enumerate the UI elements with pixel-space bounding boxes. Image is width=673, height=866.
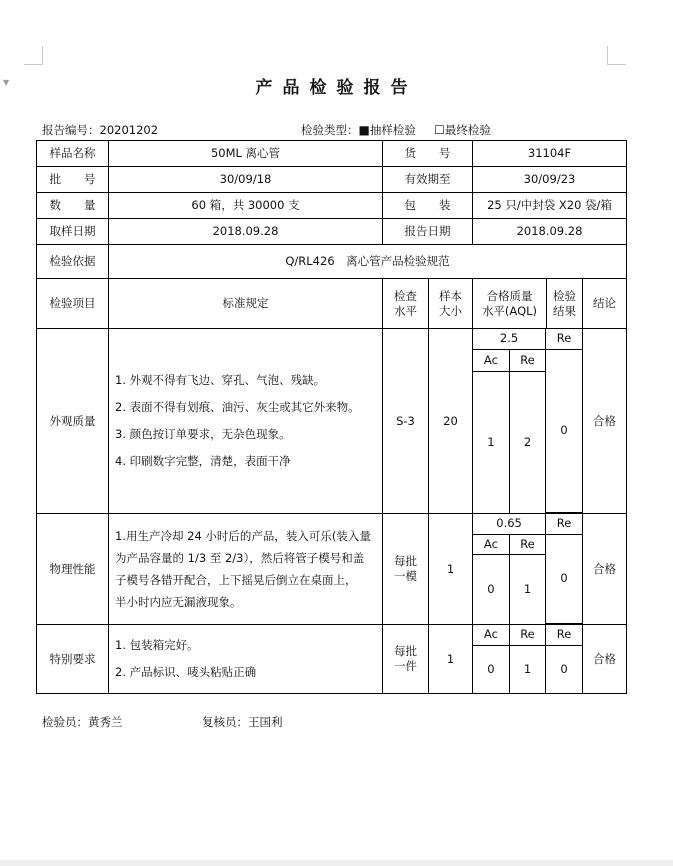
aql-block — [473, 514, 583, 625]
header-sample-size — [429, 279, 473, 329]
spec-line: 1. 外观不得有飞边、穿孔、气泡、残缺。 — [115, 373, 326, 387]
quantity-label: 数 量 — [37, 193, 109, 219]
re-value: 1 — [509, 645, 545, 693]
item-no-label: 货 号 — [383, 141, 473, 167]
spec-line: 子模号各错开配合，上下摇晃后倒立在桌面上， — [115, 573, 357, 587]
row-conclusion: 合格 — [583, 625, 627, 694]
report-number: 报告编号：20201202 — [42, 123, 159, 137]
spec-line: 2. 产品标识、唛头粘贴正确 — [115, 665, 257, 679]
ac-value: 0 — [473, 645, 509, 693]
sample-name-value: 50ML 离心管 — [109, 141, 383, 167]
report-date-label: 报告日期 — [383, 219, 473, 245]
page-gap — [0, 860, 673, 866]
re-head: Re — [546, 514, 582, 534]
inspection-type-option-final: 最终检验 — [444, 123, 491, 137]
header-row — [37, 279, 627, 329]
report-date-value: 2018.09.28 — [473, 219, 627, 245]
aql-value: 2.5 — [473, 329, 546, 349]
table-row — [37, 514, 627, 625]
row-conclusion: 合格 — [583, 514, 627, 625]
info-row — [37, 141, 627, 167]
row-spec — [109, 625, 383, 694]
header-level — [383, 279, 429, 329]
batch-label: 批 号 — [37, 167, 109, 193]
aql-block — [473, 625, 583, 694]
info-row — [37, 167, 627, 193]
header-aql — [473, 279, 547, 329]
packing-value: 25 只/中封袋 X20 袋/箱 — [473, 193, 627, 219]
expiry-label: 有效期至 — [383, 167, 473, 193]
inspection-table — [36, 140, 627, 694]
header-size-line1: 样本 — [439, 288, 462, 303]
re-value: 1 — [509, 554, 545, 624]
basis-label: 检验依据 — [37, 245, 109, 279]
basis-row — [37, 245, 627, 279]
aql-block — [473, 329, 583, 514]
header-standard: 标准规定 — [109, 279, 383, 329]
sample-name-label: 样品名称 — [37, 141, 109, 167]
re-head: Re — [546, 625, 582, 645]
row-item: 特别要求 — [37, 625, 109, 694]
ac-label: Ac — [473, 625, 509, 645]
quantity-value: 60 箱，共 30000 支 — [109, 193, 383, 219]
aql-subtable — [473, 625, 582, 693]
row-result: 0 — [546, 534, 582, 624]
header-size-line2: 大小 — [439, 303, 462, 318]
table-row — [37, 625, 627, 694]
row-conclusion: 合格 — [583, 329, 627, 514]
reviewer-signature: 复核员：王国利 — [202, 715, 283, 729]
info-row — [37, 193, 627, 219]
sampling-date-label: 取样日期 — [37, 219, 109, 245]
spec-line: 2. 表面不得有划痕、油污、灰尘或其它外来物。 — [115, 400, 360, 414]
info-row — [37, 219, 627, 245]
spec-line: 为产品容量的 1/3 至 2/3），然后将管子模号和盖 — [115, 551, 365, 565]
header-result-line2: 结果 — [553, 303, 576, 318]
spec-line: 1.用生产冷却 24 小时后的产品，装入可乐(装入量 — [115, 529, 371, 543]
packing-label: 包 装 — [383, 193, 473, 219]
basis-value: Q/RL426 离心管产品检验规范 — [109, 245, 627, 279]
aql-subtable — [473, 329, 582, 513]
page-corner-mark-top-left — [24, 46, 43, 65]
re-label: Re — [509, 625, 545, 645]
spec-line: 3. 颜色按订单要求，无杂色现象。 — [115, 427, 291, 441]
unchecked-box-icon: ☐ — [434, 123, 445, 137]
aql-value: 0.65 — [473, 514, 546, 534]
row-level-line1: 每批 — [394, 644, 417, 659]
row-spec — [109, 514, 383, 625]
header-aql-line2: 水平(AQL) — [481, 303, 538, 318]
re-head: Re — [546, 329, 582, 349]
header-level-line1: 检查 — [394, 288, 417, 303]
row-item: 外观质量 — [37, 329, 109, 514]
re-label: Re — [509, 349, 545, 371]
ac-value: 1 — [473, 371, 509, 513]
inspection-type — [301, 122, 491, 138]
row-result: 0 — [546, 645, 582, 693]
header-item: 检验项目 — [37, 279, 109, 329]
aql-subtable — [473, 514, 582, 624]
row-item: 物理性能 — [37, 514, 109, 625]
report-title: 产品检验报告 — [255, 78, 418, 98]
ac-label: Ac — [473, 349, 509, 371]
inspection-type-label: 检验类型： — [301, 123, 359, 137]
spec-line: 1. 包装箱完好。 — [115, 638, 199, 652]
row-level-line2: 一模 — [394, 569, 417, 583]
row-level — [383, 625, 429, 694]
inspector-signature: 检验员：黄秀兰 — [42, 715, 123, 729]
row-spec — [109, 329, 383, 514]
ac-label: Ac — [473, 534, 509, 554]
row-sample-size: 1 — [429, 625, 473, 694]
re-value: 2 — [509, 371, 545, 513]
item-no-value: 31104F — [473, 141, 627, 167]
row-level-line2: 一件 — [394, 659, 417, 673]
inspection-type-option-sampling: 抽样检验 — [369, 123, 416, 137]
header-level-line2: 水平 — [394, 303, 417, 318]
row-sample-size: 20 — [429, 329, 473, 514]
checked-box-icon: ■ — [358, 123, 370, 137]
spec-line: 4. 印刷数字完整，清楚，表面干净 — [115, 454, 291, 468]
row-level — [383, 514, 429, 625]
row-level-line1: 每批 — [394, 554, 417, 569]
row-result: 0 — [546, 349, 582, 513]
row-level: S-3 — [383, 329, 429, 514]
table-row — [37, 329, 627, 514]
sampling-date-value: 2018.09.28 — [109, 219, 383, 245]
ac-value: 0 — [473, 554, 509, 624]
header-result — [547, 279, 583, 329]
page-corner-mark-top-right — [607, 46, 626, 65]
row-sample-size: 1 — [429, 514, 473, 625]
header-aql-line1: 合格质量 — [486, 288, 533, 303]
expiry-value: 30/09/23 — [473, 167, 627, 193]
batch-value: 30/09/18 — [109, 167, 383, 193]
margin-arrow-icon: ▼ — [3, 78, 10, 87]
header-conclusion: 结论 — [583, 279, 627, 329]
re-label: Re — [509, 534, 545, 554]
header-result-line1: 检验 — [553, 288, 576, 303]
spec-line: 半小时内应无漏液现象。 — [115, 595, 242, 609]
